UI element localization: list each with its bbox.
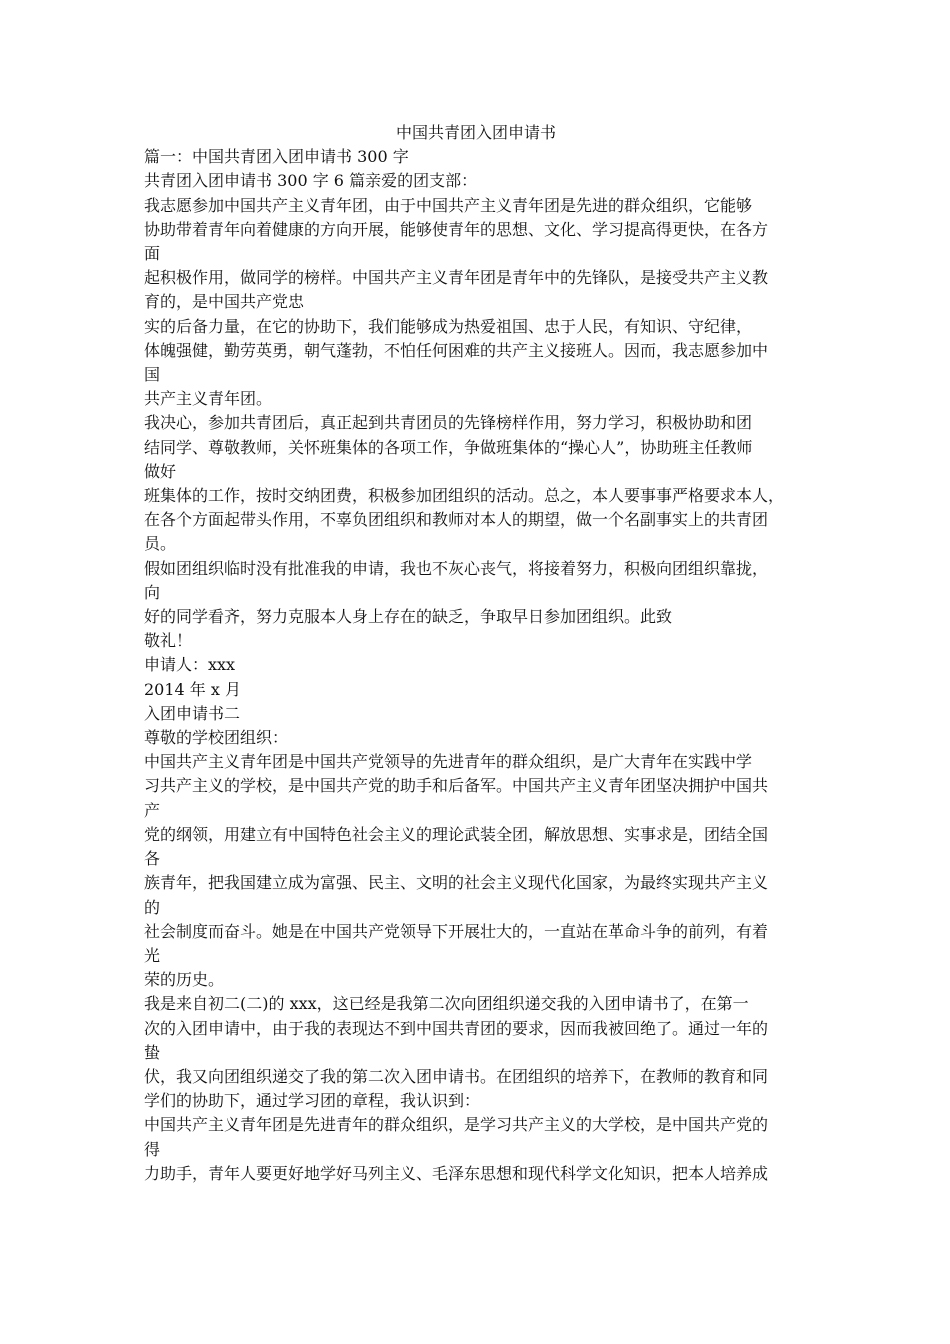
text-line: 的	[144, 897, 161, 917]
text-line: 假如团组织临时没有批准我的申请，我也不灰心丧气，将接着努力，积极向团组织靠拢，	[144, 558, 769, 578]
text-line: 中国共产主义青年团是中国共产党领导的先进青年的群众组织，是广大青年在实践中学	[144, 752, 753, 772]
text-line: 好的同学看齐，努力克服本人身上存在的缺乏，争取早日参加团组织。此致	[144, 607, 673, 627]
text-line: 篇一：中国共青团入团申请书 300 字	[144, 147, 409, 167]
text-line: 面	[144, 244, 161, 264]
text-line: 族青年，把我国建立成为富强、民主、文明的社会主义现代化国家，为最终实现共产主义	[144, 873, 769, 893]
text-line: 我决心，参加共青团后，真正起到共青团员的先锋榜样作用，努力学习，积极协助和团	[144, 413, 753, 433]
text-line: 尊敬的学校团组织：	[144, 728, 289, 748]
text-line: 荣的历史。	[144, 970, 225, 990]
text-line: 共青团入团申请书 300 字 6 篇亲爱的团支部：	[144, 171, 478, 191]
text-line: 在各个方面起带头作用，不辜负团组织和教师对本人的期望，做一个名副事实上的共青团	[144, 510, 769, 530]
text-line: 结同学、尊敬教师，关怀班集体的各项工作，争做班集体的“操心人”，协助班主任教师	[144, 437, 753, 457]
text-line: 力助手，青年人要更好地学好马列主义、毛泽东思想和现代科学文化知识，把本人培养成	[144, 1163, 769, 1183]
text-line: 中国共产主义青年团是先进青年的群众组织，是学习共产主义的大学校，是中国共产党的	[144, 1115, 769, 1135]
text-line: 产	[144, 800, 161, 820]
text-line: 向	[144, 582, 161, 602]
text-line: 2014 年 x 月	[144, 679, 242, 699]
text-line: 各	[144, 849, 161, 869]
text-line: 次的入团申请中，由于我的表现达不到中国共青团的要求，因而我被回绝了。通过一年的	[144, 1018, 769, 1038]
text-line: 育的，是中国共产党忠	[144, 292, 305, 312]
text-line: 光	[144, 945, 161, 965]
text-line: 伏，我又向团组织递交了我的第二次入团申请书。在团组织的培养下，在教师的教育和同	[144, 1066, 769, 1086]
text-line: 社会制度而奋斗。她是在中国共产党领导下开展壮大的，一直站在革命斗争的前列，有着	[144, 921, 769, 941]
text-line: 我志愿参加中国共产主义青年团，由于中国共产主义青年团是先进的群众组织，它能够	[144, 195, 753, 215]
text-line: 得	[144, 1139, 161, 1159]
text-line: 班集体的工作，按时交纳团费，积极参加团组织的活动。总之，本人要事事严格要求本人，	[144, 486, 785, 506]
text-line: 蛰	[144, 1042, 161, 1062]
text-line: 共产主义青年团。	[144, 389, 273, 409]
text-line: 体魄强健，勤劳英勇，朝气蓬勃，不怕任何困难的共产主义接班人。因而，我志愿参加中	[144, 340, 769, 360]
text-line: 党的纲领，用建立有中国特色社会主义的理论武装全团，解放思想、实事求是，团结全国	[144, 824, 769, 844]
text-line: 起积极作用，做同学的榜样。中国共产主义青年团是青年中的先锋队，是接受共产主义教	[144, 268, 769, 288]
text-line: 入团申请书二	[144, 703, 241, 723]
document-body	[144, 121, 808, 1186]
text-line: 员。	[144, 534, 177, 554]
text-line: 国	[144, 365, 161, 385]
text-line: 学们的协助下，通过学习团的章程，我认识到：	[144, 1091, 481, 1111]
text-line: 做好	[144, 461, 177, 481]
text-line: 申请人：xxx	[144, 655, 236, 675]
document-title: 中国共青团入团申请书	[395, 123, 556, 142]
text-line: 敬礼！	[144, 631, 193, 651]
document-text	[144, 145, 808, 1186]
text-line: 习共产主义的学校，是中国共产党的助手和后备军。中国共产主义青年团坚决拥护中国共	[144, 776, 769, 796]
text-line: 协助带着青年向着健康的方向开展，能够使青年的思想、文化、学习提高得更快，在各方	[144, 219, 769, 239]
text-line: 我是来自初二(二)的 xxx，这已经是我第二次向团组织递交我的入团申请书了，在第一	[144, 994, 749, 1014]
text-line: 实的后备力量，在它的协助下，我们能够成为热爱祖国、忠于人民，有知识、守纪律，	[144, 316, 753, 336]
